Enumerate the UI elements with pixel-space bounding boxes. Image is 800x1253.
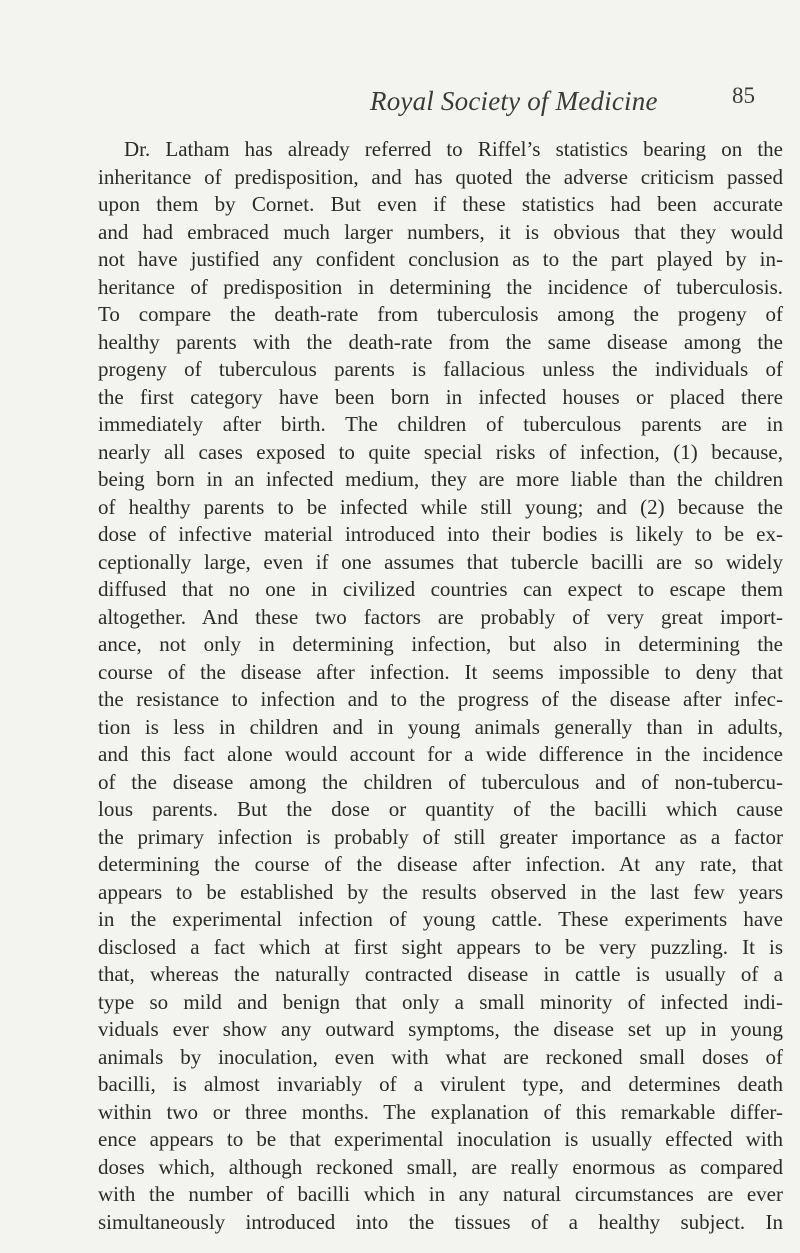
text-line: appears to be established by the results observed in the last few years <box>98 879 783 904</box>
text-line: inheritance of predisposition, and has quoted the adverse criticism passed <box>98 164 783 189</box>
text-line: course of the disease after infection. It seems impossible to deny that <box>98 659 783 684</box>
text-line: upon them by Cornet. But even if these statistics had been accurate <box>98 192 783 216</box>
text-line: dose of infective material introduced into their bodies is likely to be ex- <box>98 522 783 546</box>
text-line: viduals ever show any outward symptoms, the disease set up in young <box>98 1017 783 1041</box>
text-line: altogether. And these two factors are probably of very great import- <box>98 604 783 629</box>
text-line: type so mild and benign that only a small minority of infected indi- <box>98 989 783 1014</box>
text-line: simultaneously introduced into the tissues of a healthy subject. In <box>98 1209 783 1234</box>
text-line: diffused that no one in civilized countries can expect to escape them <box>98 577 783 601</box>
text-line: in the experimental infection of young cattle. These experiments have <box>98 907 783 931</box>
text-line: lous parents. But the dose or quantity of the bacilli which cause <box>98 797 783 821</box>
text-line: the primary infection is probably of still greater importance as a factor <box>98 824 783 849</box>
text-line: healthy parents with the death-rate from the same disease among the <box>98 329 783 354</box>
text-line: immediately after birth. The children of tuberculous parents are in <box>98 412 783 436</box>
text-line: of healthy parents to be infected while still young; and (2) because the <box>98 494 783 519</box>
text-line: Dr. Latham has already referred to Riffel’s statistics bearing on the <box>124 137 783 161</box>
text-line: heritance of predisposition in determining the incidence of tuberculosis. <box>98 274 783 299</box>
running-head: Royal Society of Medicine <box>370 86 658 116</box>
body-text <box>98 136 783 1236</box>
text-line: To compare the death-rate from tuberculosis among the progeny of <box>98 302 783 326</box>
text-line: being born in an infected medium, they are more liable than the children <box>98 467 783 491</box>
text-line: within two or three months. The explanation of this remarkable differ- <box>98 1099 783 1124</box>
text-line: progeny of tuberculous parents is fallacious unless the individuals of <box>98 357 783 381</box>
text-line: bacilli, is almost invariably of a virulent type, and determines death <box>98 1072 783 1096</box>
text-line: disclosed a fact which at first sight appears to be very puzzling. It is <box>98 934 783 959</box>
text-line: that, whereas the naturally contracted disease in cattle is usually of a <box>98 962 783 986</box>
text-line: the first category have been born in infected houses or placed there <box>98 384 783 409</box>
page-number: 85 <box>732 83 755 108</box>
text-line: and had embraced much larger numbers, it is obvious that they would <box>98 219 783 244</box>
text-line: ance, not only in determining infection, but also in determining the <box>98 632 783 656</box>
text-line: not have justified any confident conclusion as to the part played by in- <box>98 247 783 271</box>
text-line: the resistance to infection and to the progress of the disease after infec- <box>98 687 783 711</box>
text-line: ence appears to be that experimental inoculation is usually effected with <box>98 1127 783 1151</box>
text-line: doses which, although reckoned small, are really enormous as compared <box>98 1154 783 1179</box>
text-line: of the disease among the children of tuberculous and of non-tubercu- <box>98 769 783 794</box>
text-line: and this fact alone would account for a wide difference in the incidence <box>98 742 783 766</box>
text-line: determining the course of the disease after infection. At any rate, that <box>98 852 783 876</box>
text-line: tion is less in children and in young animals generally than in adults, <box>98 714 783 739</box>
text-line: animals by inoculation, even with what are reckoned small doses of <box>98 1044 783 1069</box>
text-line: with the number of bacilli which in any natural circumstances are ever <box>98 1182 783 1206</box>
text-line: ceptionally large, even if one assumes that tubercle bacilli are so widely <box>98 549 783 574</box>
text-line: nearly all cases exposed to quite special risks of infection, (1) because, <box>98 439 783 464</box>
